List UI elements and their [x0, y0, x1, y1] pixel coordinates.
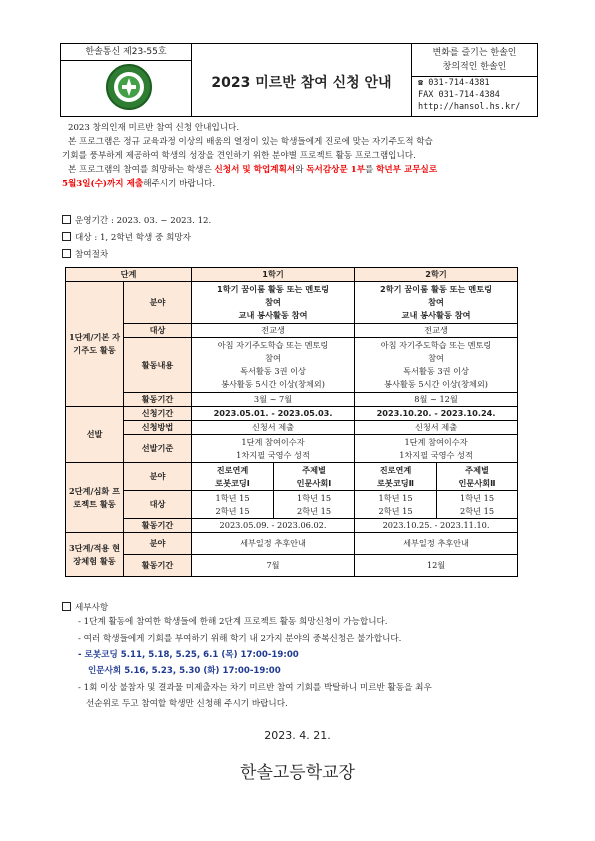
checkbox-icon [62, 602, 71, 611]
school-url[interactable]: http://hansol.hs.kr/ [418, 102, 521, 112]
checkbox-icon [62, 232, 71, 241]
crit-b: 1차지필 국영수 성적 [399, 449, 473, 460]
stage-2-period-label: 활동기간 [124, 519, 192, 533]
f3a: 진로연계 [379, 464, 412, 475]
p2-forms: 신청서 및 학업계획서 [214, 165, 296, 175]
selection-apply-sem1: 2023.05.01. - 2023.05.03. [192, 407, 355, 421]
stage-2-field-robot-2 [355, 463, 437, 491]
stage-2-field-label: 분야 [124, 463, 192, 491]
crit-a: 1단계 참여이수자 [404, 436, 468, 447]
f2a: 주제별 [302, 464, 326, 475]
stage-3-label: 3단계/적용 현장체험 활동 [66, 533, 124, 577]
p2-mid2: 를 [365, 165, 377, 175]
stage-2-field-robot-1 [192, 463, 274, 491]
stage-3-period-sem1: 7월 [192, 555, 355, 577]
intro-para-2b [62, 177, 532, 191]
stage-1-field-label: 분야 [124, 282, 192, 324]
stage-3-field-sem1: 세부일정 추후안내 [192, 533, 355, 555]
t1: 1학년 15 [296, 492, 332, 503]
stage-1-label: 1단계/기본 자기주도 활동 [66, 282, 124, 407]
selection-criteria-label: 선발기준 [124, 435, 192, 463]
checkbox-icon [62, 249, 71, 258]
f4b: 인문사회Ⅱ [458, 477, 496, 488]
stage-1-content-sem1 [192, 338, 355, 393]
stage-3-period-sem2: 12월 [355, 555, 518, 577]
details-title: 세부사항 [75, 603, 109, 613]
selection-criteria-sem2 [355, 435, 518, 463]
note-robot-schedule: - 로봇코딩 5.11, 5.18, 5.25, 6.1 (목) 17:00-19:00 [78, 650, 299, 660]
note-5a: - 1회 이상 불참자 및 결과물 미제출자는 차기 미르반 참여 기회를 박탈하니 미르반 활동을 최우 [78, 683, 432, 693]
crit-a: 1단계 참여이수자 [241, 436, 305, 447]
selection-method-label: 신청방법 [124, 421, 192, 435]
checkbox-icon [62, 215, 71, 224]
selection-criteria-sem1 [192, 435, 355, 463]
f3b: 로봇코딩Ⅱ [377, 477, 415, 488]
f1a: 진로연계 [216, 464, 249, 475]
s1-field-s2-b: 참여 [428, 297, 444, 307]
s1-content-b: 참여 [428, 353, 444, 363]
stage-2-field-humanities-2 [437, 463, 518, 491]
selection-label: 선발 [66, 407, 124, 463]
stage-2-label: 2단계/심화 프로젝트 활동 [66, 463, 124, 533]
f4a: 주제별 [465, 464, 489, 475]
s1-content-c: 독서활동 3권 이상 [240, 366, 306, 376]
intro-para-1b: 기회를 풍부하게 제공하여 학생의 성장을 견인하기 위한 분야별 프로젝트 활동 프로그램입니다. [62, 151, 416, 161]
intro-para-1a: 본 프로그램은 정규 교육과정 이상의 배움의 열정이 있는 학생들에게 진로에 맞는 자기주도적 학습 [68, 137, 433, 147]
selection-apply-sem2: 2023.10.20. - 2023.10.24. [355, 407, 518, 421]
letterhead [60, 43, 538, 117]
s1-content-d: 봉사활동 5시간 이상(창체외) [384, 379, 488, 389]
t2: 2학년 15 [296, 505, 332, 516]
stage-2-target-2 [274, 491, 355, 519]
issue-cell [61, 44, 192, 116]
target-line [62, 231, 191, 243]
f2b: 인문사회Ⅰ [296, 477, 332, 488]
stage-3-field-label: 분야 [124, 533, 192, 555]
selection-method-sem2: 신청서 제출 [355, 421, 518, 435]
school-emblem-icon [105, 63, 153, 111]
stage-1-period-sem2: 8월 ~ 12월 [355, 393, 518, 407]
t1: 1학년 15 [460, 492, 495, 503]
issue-date: 2023. 4. 21. [264, 729, 331, 742]
stage-1-content-label: 활동내용 [124, 338, 192, 393]
fax-number: FAX 031-714-4384 [418, 90, 500, 100]
t1: 1학년 15 [215, 492, 250, 503]
operation-period-text: 운영기간 : 2023. 03. ~ 2023. 12. [75, 216, 212, 226]
t2: 2학년 15 [378, 505, 413, 516]
principal-signature: 한솔고등학교장 [240, 763, 355, 783]
intro-greeting: 2023 창의인재 미르반 참여 신청 안내입니다. [68, 123, 240, 133]
s1-content-c: 독서활동 3권 이상 [403, 366, 469, 376]
s1-field-s1-c: 교내 봉사활동 참여 [238, 310, 308, 320]
selection-apply-label: 신청기간 [124, 407, 192, 421]
title-cell [192, 44, 412, 116]
contact-cell [412, 44, 537, 116]
s1-content-b: 참여 [265, 353, 281, 363]
header-stage: 단계 [66, 268, 192, 282]
s1-content-a: 아침 자기주도학습 또는 멘토링 [217, 340, 329, 350]
note-2: - 여러 학생들에게 기회를 부여하기 위해 학기 내 2가지 분야의 중복신청은 불가합니다. [78, 634, 402, 644]
stage-1-period-label: 활동기간 [124, 393, 192, 407]
motto-line-2: 창의적인 한솔인 [412, 60, 537, 77]
t2: 2학년 15 [460, 505, 495, 516]
p2-office: 학년부 교무실로 [376, 165, 438, 175]
s1-content-d: 봉사활동 5시간 이상(창체외) [221, 379, 325, 389]
issue-number: 한솔통신 제23-55호 [61, 44, 191, 61]
stage-2-target-label: 대상 [124, 491, 192, 519]
stage-3-field-sem2: 세부일정 추후안내 [355, 533, 518, 555]
stage-1-target-label: 대상 [124, 324, 192, 338]
note-humanities-schedule: 인문사회 5.16, 5.23, 5.30 (화) 17:00-19:00 [88, 666, 281, 676]
stage-1-period-sem1: 3월 ~ 7월 [192, 393, 355, 407]
phone-number: ☎ 031-714-4381 [418, 78, 490, 88]
stage-2-target-1 [192, 491, 274, 519]
target-text: 대상 : 1, 2학년 학생 중 희망자 [75, 233, 191, 243]
p2-essay: 독서감상문 1부 [306, 165, 366, 175]
s1-field-s1-a: 1학기 꿈이룸 활동 또는 멘토링 [217, 284, 330, 294]
p2-pre: 본 프로그램의 참여를 희망하는 학생은 [68, 165, 215, 175]
operation-period [62, 214, 211, 226]
stage-1-target-sem1: 전교생 [192, 324, 355, 338]
motto-line-1: 변화를 즐기는 한솔인 [432, 48, 517, 58]
selection-method-sem1: 신청서 제출 [192, 421, 355, 435]
header-semester-2: 2학기 [355, 268, 518, 282]
stage-2-period-sem2: 2023.10.25. - 2023.11.10. [355, 519, 518, 533]
s1-field-s1-b: 참여 [265, 297, 281, 307]
stage-2-target-3 [355, 491, 437, 519]
stage-1-field-sem1 [192, 282, 355, 324]
s1-content-a: 아침 자기주도학습 또는 멘토링 [380, 340, 492, 350]
stage-2-period-sem1: 2023.05.09. - 2023.06.02. [192, 519, 355, 533]
page-title: 2023 미르반 참여 신청 안내 [211, 75, 392, 91]
intro-para-2 [68, 163, 538, 177]
t2: 2학년 15 [215, 505, 250, 516]
stage-1-field-sem2 [355, 282, 518, 324]
note-5b: 선순위로 두고 참여할 학생만 신청해 주시기 바랍니다. [86, 699, 288, 709]
f1b: 로봇코딩Ⅰ [215, 477, 250, 488]
procedure-line [62, 248, 108, 260]
stage-3-period-label: 활동기간 [124, 555, 192, 577]
details-title-line [62, 601, 108, 613]
stage-2-field-humanities-1 [274, 463, 355, 491]
s1-field-s2-c: 교내 봉사활동 참여 [401, 310, 471, 320]
procedure-text: 참여절차 [75, 250, 109, 260]
note-1: - 1단계 활동에 참여한 학생들에 한해 2단계 프로젝트 활동 희망신청이 가능합니다. [78, 617, 388, 627]
crit-b: 1차지필 국영수 성적 [236, 449, 310, 460]
p2-deadline: 5월3일(수)까지 제출 [62, 179, 144, 189]
p2-mid: 와 [295, 165, 307, 175]
stage-2-target-4 [437, 491, 518, 519]
s1-field-s2-a: 2학기 꿈이룸 활동 또는 멘토링 [380, 284, 493, 294]
t1: 1학년 15 [378, 492, 413, 503]
stage-1-content-sem2 [355, 338, 518, 393]
procedure-table [65, 267, 518, 577]
p2-post: 해주시기 바랍니다. [143, 179, 216, 189]
stage-1-target-sem2: 전교생 [355, 324, 518, 338]
header-semester-1: 1학기 [192, 268, 355, 282]
